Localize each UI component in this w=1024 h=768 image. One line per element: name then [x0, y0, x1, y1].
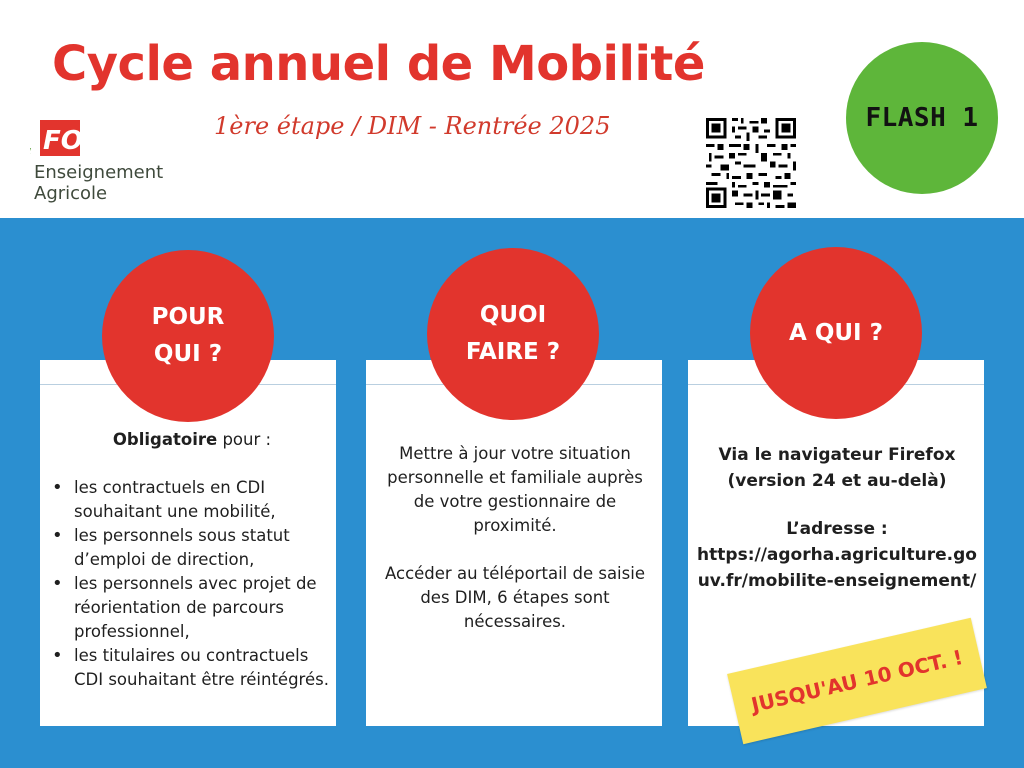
- card-quoi-faire-paragraph-2: Accéder au téléportail de saisie des DIM, 6 étapes sont nécessaires.: [385, 564, 645, 631]
- address-link[interactable]: https://agorha.agriculture.gouv.fr/mobilite-enseignement/: [697, 545, 977, 591]
- flash-badge-label: FLASH 1: [865, 103, 979, 133]
- fo-logo: [14, 118, 189, 213]
- card-quoi-faire-body: [380, 442, 650, 634]
- list-item: • les personnels avec projet de réorientation de parcours professionnel,: [52, 572, 332, 644]
- heading-line: QUI ?: [153, 341, 223, 367]
- fo-logo-mark: [30, 118, 84, 162]
- card-a-qui-body: [694, 442, 980, 594]
- card-quoi-faire-paragraph-1: Mettre à jour votre situation personnelle et familiale auprès de votre gestionnaire de proximité.: [387, 444, 643, 535]
- card-pour-qui-body: [52, 428, 332, 692]
- list-item: • les contractuels en CDI souhaitant une mobilité,: [52, 476, 332, 524]
- page-subtitle: 1ère étape / DIM - Rentrée 2025: [214, 112, 611, 140]
- qr-code: [703, 115, 799, 211]
- spacer: [380, 538, 650, 562]
- lead-bold: Obligatoire: [112, 430, 218, 449]
- heading-line: POUR: [151, 304, 225, 330]
- browser-requirement: Via le navigateur Firefox (version 24 et au-delà): [718, 445, 956, 491]
- card-pour-qui-lead: [52, 428, 332, 452]
- eligibility-list: [52, 476, 332, 692]
- lead-rest: pour :: [217, 430, 272, 449]
- fo-logo-line1: Enseignement: [34, 162, 164, 183]
- heading-circle-quoi-faire: [427, 248, 599, 420]
- list-item: • les personnels sous statut d’emploi de direction,: [52, 524, 332, 572]
- heading-line: QUOI: [479, 302, 547, 328]
- fo-logo-text: [34, 162, 163, 204]
- heading-circle-a-qui: [750, 247, 922, 419]
- list-item: • les titulaires ou contractuels CDI souhaitant être réintégrés.: [52, 644, 332, 692]
- heading-line: A QUI ?: [789, 319, 883, 346]
- spacer: [694, 494, 980, 516]
- header-area: [0, 0, 1024, 218]
- page-title: Cycle annuel de Mobilité: [52, 36, 705, 92]
- fo-logo-letters: FO: [43, 126, 83, 156]
- heading-circle-pour-qui: [102, 250, 274, 422]
- deadline-label: JUSQU'AU 10 OCT. !: [748, 644, 966, 718]
- flash-badge: [846, 42, 998, 194]
- heading-line: FAIRE ?: [465, 339, 561, 365]
- address-label: L’adresse :: [786, 519, 888, 539]
- fo-logo-line2: Agricole: [34, 183, 108, 204]
- fo-logo-stripe: [30, 148, 31, 151]
